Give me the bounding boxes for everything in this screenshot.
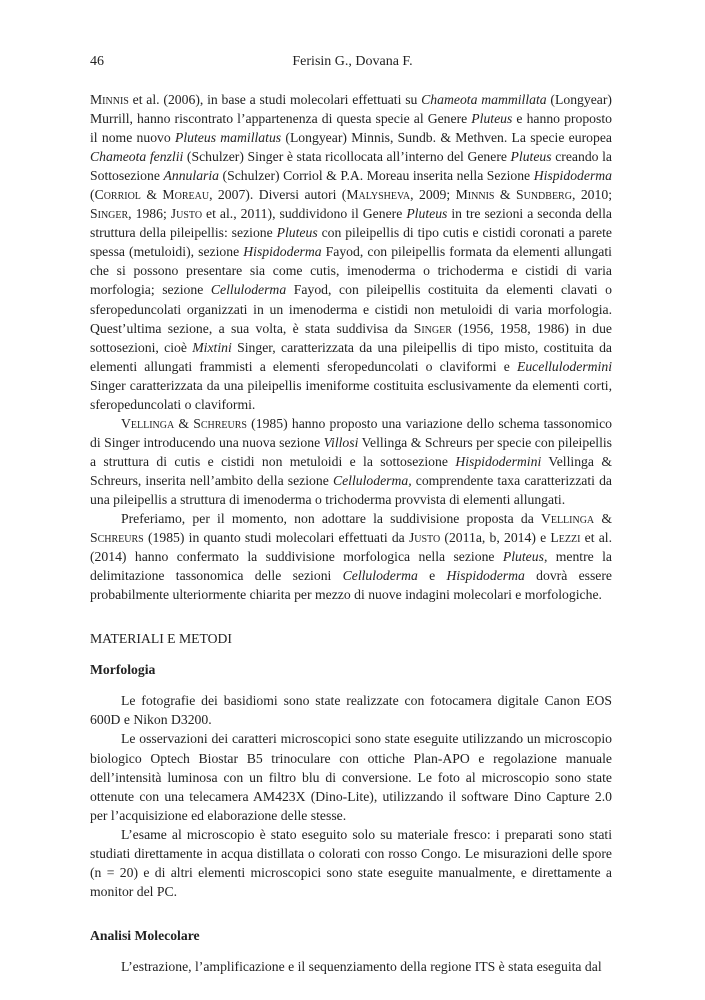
page-header [0,52,705,72]
text-run: dovrà essere probabilmente ulteriormente chiarita per mezzo di nuove indagini molecolari e morfologiche. [90,568,613,603]
text-run: (2011a, b, 2014) e [440,530,551,546]
text-run: (Schulzer) Singer è stata ricollocata all’interno del Genere [183,149,511,165]
italic-run: Celluloderma [210,282,287,298]
author-small-caps: Justo [170,206,203,222]
italic-run: Hispidoderma [533,168,613,184]
text-run: Preferiamo, per il momento, non adottare la suddivisione proposta da [121,511,541,527]
text-run: et al. (2006), in base a studi molecolari effettuati su [128,92,422,107]
text-run: , 2009; [410,187,456,203]
text-run: e [417,568,447,584]
text-run: (1956, 1958, 1986) in due sottosezioni, cioè [90,320,613,355]
italic-run: Chameota fenzlii [90,149,184,165]
molecolare-paragraph-1: L’estrazione, l’amplificazione e il sequenziamento della regione ITS è stata eseguita dal [121,958,602,974]
author-small-caps: Singer [90,206,129,222]
italic-run: Mixtini [192,339,232,355]
italic-run: Celluloderma, [332,472,412,488]
text-run: creando la Sottosezione [90,149,612,184]
text-run: comprendente taxa caratterizzati da una pileipellis a struttura di imenoderma o trichoderma provvista di elementi allungati. [90,472,613,507]
text-run: ( [90,187,95,203]
text-run: Fayod, con pileipellis formata da elementi allungati che si possono presentare sia come cutis, imenoderma o trichoderma e cistidi di varia morfologia; sezione [90,244,612,298]
italic-run: Pluteus mamillatus [174,130,282,146]
author-small-caps: Vellinga & Schreurs [90,511,612,546]
text-run: , mentre la delimitazione tassonomica delle sezioni [90,549,612,584]
text-run: , 1986; [128,206,171,222]
text-run: Fayod, con pileipellis costituita da elementi clavati o sferopeduncolati organizzati in un imenoderma e cistidi non metuloidi di varia morfologia. Quest’ultima sezione, a sua volta, è stata suddivisa da [90,282,612,336]
italic-run: Pluteus [276,225,318,241]
text-run: Singer, caratterizzata da una pileipellis di tipo misto, costituita da elementi allungati frammisti a elementi sferopeduncolati o claviformi e [90,339,612,374]
text-run: (Schulzer) Corriol & P.A. Moreau inserita nella Sezione [219,168,534,184]
author-small-caps: Singer [413,320,452,336]
author-small-caps: Corriol & Moreau [94,187,210,203]
author-small-caps: Malysheva [346,187,411,203]
italic-run: Celluloderma [342,568,418,584]
morfologia-paragraph-3: L’esame al microscopio è stato eseguito solo su materiale fresco: i preparati sono stati studiati direttamente in acqua distillata o colorati con rosso Congo. Le misurazioni delle spore (n = 20) e di altri elementi microscopici sono state eseguite manualmente, e direttamente a monitor del PC. [90,826,612,899]
intro-paragraph-2 [90,414,612,509]
author-small-caps: Justo [408,530,441,546]
italic-run: Pluteus [406,206,448,222]
author-small-caps: Lezzi [550,530,581,546]
author-small-caps: Minnis [90,92,129,107]
italic-run: Villosi [323,434,359,450]
text-run: con pileipellis di tipo cutis e cistidi coronati a parete spessa (metuloidi), sezione [90,225,612,260]
author-small-caps: Minnis & Sundberg [455,187,572,203]
subsection-heading-analisi-molecolare: Analisi Molecolare [90,927,200,943]
subsection-heading-morfologia: Morfologia [90,662,156,678]
text-run: Vellinga & Schreurs, inserita nell’ambito della sezione [90,453,612,488]
text-run: (Longyear) Minnis, Sundb. & Methven. La specie europea [281,130,612,146]
text-run: (1985) hanno proposto una variazione dello schema tassonomico di Singer introducendo una nuova sezione [90,415,612,450]
intro-paragraph-1 [90,90,612,414]
section-heading-materiali-metodi: MATERIALI E METODI [90,631,232,647]
italic-run: Hispidoderma [446,568,525,584]
text-run: et al. (2014) hanno confermato la suddivisione morfologica nella sezione [90,530,612,565]
author-small-caps: Vellinga & Schreurs [121,415,247,431]
morfologia-paragraph-2: Le osservazioni dei caratteri microscopici sono state eseguite utilizzando un microscopio biologico Optech Biostar B5 trinoculare con ottiche Plan-APO e regolazione manuale dell’intensità luminosa con un filtro blu di conversione. Le foto al microscopio sono state ottenute con una telecamera AM423X (Dino-Lite), utilizzando il software Dino Capture 2.0 per l’acquisizione ed elaborazione delle stesse. [90,731,612,823]
text-run: , 2010; [571,187,612,203]
text-run: (Longyear) Murrill, hanno riscontrato l’appartenenza di questa specie al Genere [90,92,612,127]
morfologia-paragraph-1: Le fotografie dei basidiomi sono state realizzate con fotocamera digitale Canon EOS 600D e Nikon D3200. [90,693,612,728]
italic-run: Chameota mammillata [421,92,547,107]
text-run: Vellinga & Schreurs per specie con pileipellis a struttura di cutis e cistidi non metuloidi e la sottosezione [90,434,613,469]
italic-run: Pluteus [471,111,513,127]
running-head: Ferisin G., Dovana F. [292,54,413,69]
text-run: e hanno proposto il nome nuovo [90,111,612,146]
text-run: (1985) in quanto studi molecolari effettuati da [143,530,409,546]
italic-run: Annularia [163,168,220,184]
intro-paragraph-3 [90,509,612,604]
italic-run: Hispidodermini [455,453,542,469]
italic-run: Eucellulodermini [516,358,612,374]
page-number: 46 [90,54,104,69]
italic-run: Hispidoderma [243,244,322,260]
text-run: in tre sezioni a seconda della struttura della pileipellis: sezione [90,206,612,241]
italic-run: Pluteus [502,549,544,565]
italic-run: Pluteus [510,149,552,165]
text-run: Singer caratterizzata da una pileipellis imeniforme costituita esclusivamente da elementi corti, sferopeduncolati o claviformi. [90,377,612,412]
text-run: et al., 2011), suddividono il Genere [202,206,407,222]
body-text [90,90,612,976]
text-run: , 2007). Diversi autori ( [209,187,347,203]
